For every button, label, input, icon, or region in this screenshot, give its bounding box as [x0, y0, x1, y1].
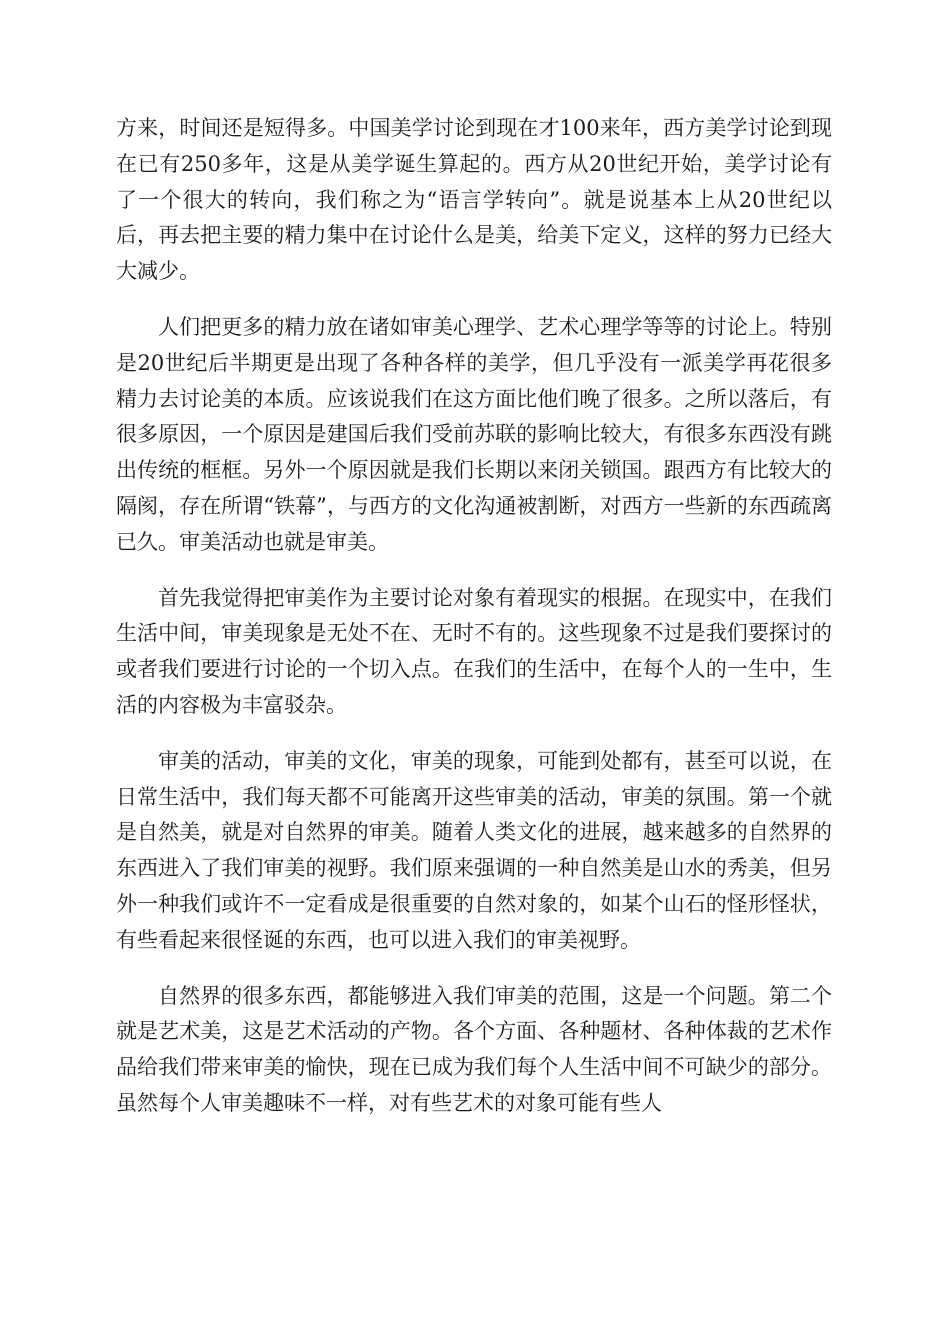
document-body	[116, 111, 832, 1142]
paragraph-5: 自然界的很多东西，都能够进入我们审美的范围，这是一个问题。第二个就是艺术美，这是艺术活动的产物。各个方面、各种题材、各种体裁的艺术作品给我们带来审美的愉快，现在已成为我们每个人生活中间不可缺少的部分。虽然每个人审美趣味不一样，对有些艺术的对象可能有些人	[116, 983, 832, 1115]
paragraph-4: 审美的活动，审美的文化，审美的现象，可能到处都有，甚至可以说，在日常生活中，我们每天都不可能离开这些审美的活动，审美的氛围。第一个就是自然美，就是对自然界的审美。随着人类文化的进展，越来越多的自然界的东西进入了我们审美的视野。我们原来强调的一种自然美是山水的秀美，但另外一种我们或许不一定看成是很重要的自然对象的，如某个山石的怪形怪状，有些看起来很怪诞的东西，也可以进入我们的审美视野。	[116, 748, 832, 952]
paragraph-2: 人们把更多的精力放在诸如审美心理学、艺术心理学等等的讨论上。特别是20世纪后半期更是出现了各种各样的美学，但几乎没有一派美学再花很多精力去讨论美的本质。应该说我们在这方面比他们晚了很多。之所以落后，有很多原因，一个原因是建国后我们受前苏联的影响比较大，有很多东西没有跳出传统的框框。另外一个原因就是我们长期以来闭关锁国。跟西方有比较大的隔阂，存在所谓“铁幕”，与西方的文化沟通被割断，对西方一些新的东西疏离已久。审美活动也就是审美。	[116, 314, 832, 554]
paragraph-3: 首先我觉得把审美作为主要讨论对象有着现实的根据。在现实中，在我们生活中间，审美现象是无处不在、无时不有的。这些现象不过是我们要探讨的或者我们要进行讨论的一个切入点。在我们的生活中，在每个人的一生中，生活的内容极为丰富驳杂。	[116, 585, 832, 717]
paragraph-1: 方来，时间还是短得多。中国美学讨论到现在才100来年，西方美学讨论到现在已有250多年，这是从美学诞生算起的。西方从20世纪开始，美学讨论有了一个很大的转向，我们称之为“语言学转向”。就是说基本上从20世纪以后，再去把主要的精力集中在讨论什么是美，给美下定义，这样的努力已经大大减少。	[116, 116, 832, 284]
